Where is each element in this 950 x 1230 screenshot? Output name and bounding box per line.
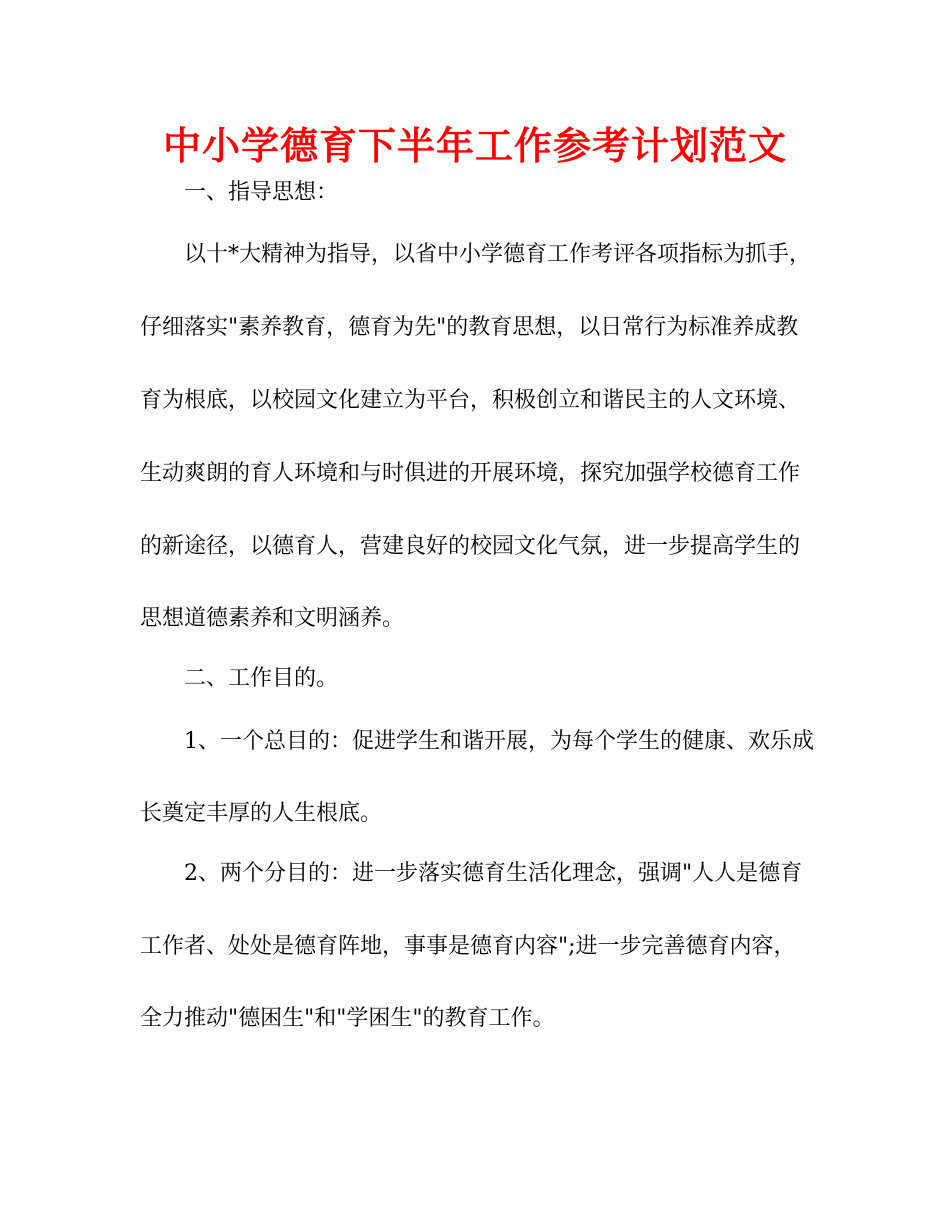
paragraph-line: 长奠定丰厚的人生根底。	[140, 801, 383, 826]
paragraph-line: 全力推动"德困生"和"学困生"的教育工作。	[140, 1006, 555, 1031]
paragraph-line: 生动爽朗的育人环境和与时俱进的开展环境，探究加强学校德育工作	[140, 461, 801, 486]
paragraph-line: 仔细落实"素养教育，德育为先"的教育思想，以日常行为标准养成教	[140, 315, 799, 340]
paragraph-line: 1、一个总目的：促进学生和谐开展，为每个学生的健康、欢乐成	[184, 729, 814, 754]
paragraph-line: 育为根底，以校园文化建立为平台，积极创立和谐民主的人文环境、	[140, 388, 801, 413]
paragraph-line: 思想道德素养和文明涵养。	[140, 606, 405, 631]
paragraph-line: 以十*大精神为指导，以省中小学德育工作考评各项指标为抓手，	[184, 242, 812, 267]
paragraph-line: 2、两个分目的：进一步落实德育生活化理念，强调"人人是德育	[184, 861, 803, 886]
paragraph-line: 的新途径，以德育人，营建良好的校园文化气氛，进一步提高学生的	[140, 534, 801, 559]
document-title: 中小学德育下半年工作参考计划范文	[162, 124, 787, 168]
section-heading-work-goals: 二、工作目的。	[184, 666, 339, 691]
section-heading-guiding-ideology: 一、指导思想：	[184, 180, 339, 205]
paragraph-line: 工作者、处处是德育阵地，事事是德育内容";进一步完善德育内容，	[140, 934, 796, 959]
